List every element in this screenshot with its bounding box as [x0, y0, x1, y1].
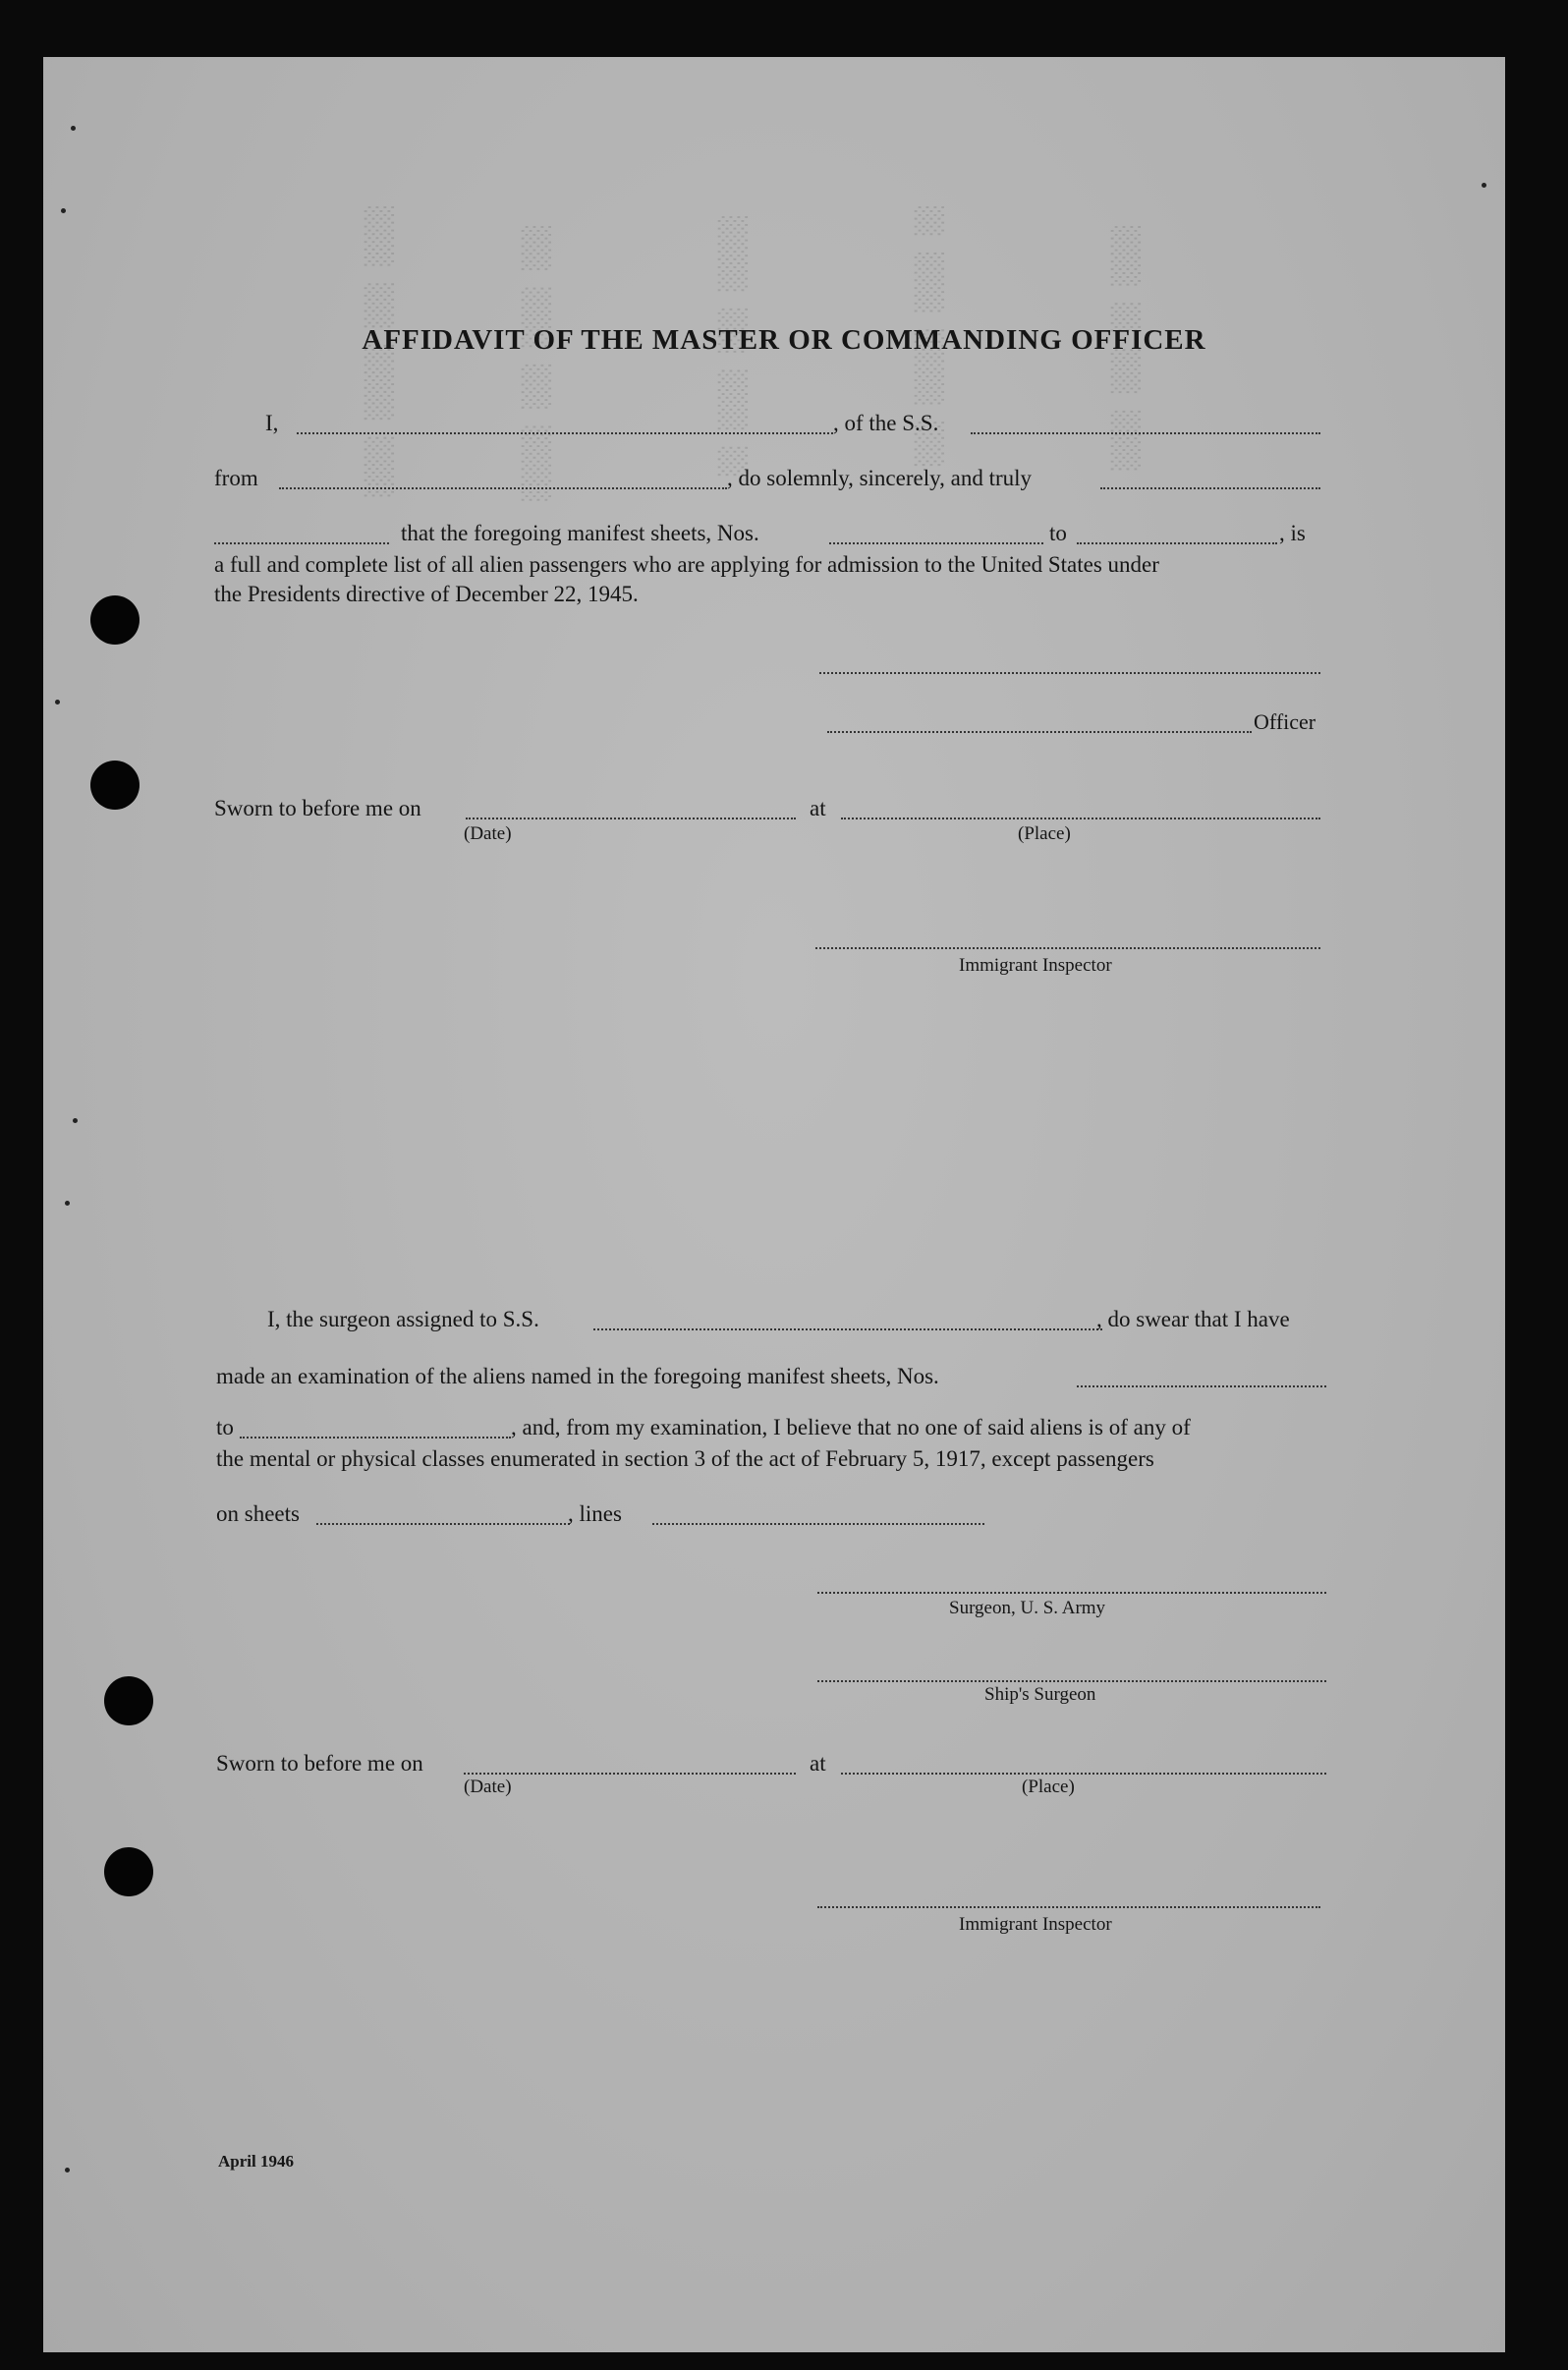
speck	[65, 1201, 70, 1206]
punch-hole	[90, 761, 140, 810]
master-inspector-signature-field[interactable]	[815, 947, 1320, 949]
surgeon-except-sheets-field[interactable]	[316, 1523, 570, 1525]
bleed-through-column: ░░░░░ ░░░ ░░░░ ░░	[717, 216, 747, 479]
surgeon-line3-mid: , and, from my examination, I believe that no one of said aliens is of any of	[511, 1415, 1191, 1439]
master-sheets-to-field[interactable]	[1077, 542, 1277, 544]
surgeon-line3-start: to	[216, 1415, 234, 1439]
punch-hole	[104, 1847, 153, 1896]
ship-surgeon-signature-field[interactable]	[817, 1680, 1326, 1682]
surgeon-line1-end: , do swear that I have	[1096, 1307, 1290, 1331]
bleed-through-column: ░░░ ░░░░ ░░░ ░░░░░	[521, 226, 550, 503]
master-oath-field[interactable]	[214, 542, 389, 544]
master-line4: a full and complete list of all alien passengers who are applying for admission to the United States under	[214, 552, 1159, 577]
surgeon-date-label: (Date)	[464, 1777, 512, 1797]
surgeon-ship-field[interactable]	[593, 1328, 1102, 1330]
master-sworn-place-field[interactable]	[841, 818, 1320, 819]
surgeon-inspector-label: Immigrant Inspector	[959, 1914, 1112, 1935]
speck	[65, 2168, 70, 2172]
master-date-label: (Date)	[464, 823, 512, 844]
master-line3-to: to	[1049, 521, 1067, 545]
surgeon-place-label: (Place)	[1022, 1777, 1075, 1797]
surgeon-line4: the mental or physical classes enumerated in section 3 of the act of February 5, 1917, except passengers	[216, 1446, 1154, 1471]
bleed-through-column: ░░ ░░░░ ░░░░░ ░░░	[914, 206, 943, 469]
surgeon-sworn-place-field[interactable]	[841, 1773, 1326, 1775]
master-line3-end: , is	[1279, 521, 1306, 545]
master-ship-field[interactable]	[971, 432, 1320, 434]
master-signature-field[interactable]	[819, 672, 1320, 674]
bleed-through-column: ░░░░ ░░░ ░░░░░ ░░░░	[364, 206, 393, 499]
speck	[1482, 183, 1486, 188]
surgeon-sworn-date-field[interactable]	[464, 1773, 796, 1775]
master-place-label: (Place)	[1018, 823, 1071, 844]
master-line2-start: from	[214, 466, 258, 490]
army-surgeon-label: Surgeon, U. S. Army	[949, 1598, 1106, 1618]
master-line2-mid: , do solemnly, sincerely, and truly	[727, 466, 1033, 490]
ship-surgeon-label: Ship's Surgeon	[984, 1684, 1096, 1705]
document-sheet	[43, 57, 1505, 2352]
surgeon-sheets-to-field[interactable]	[240, 1437, 511, 1439]
punch-hole	[90, 595, 140, 645]
surgeon-except-lines-field[interactable]	[652, 1523, 984, 1525]
officer-label: Officer	[1254, 709, 1316, 734]
master-name-field[interactable]	[297, 432, 833, 434]
master-inspector-label: Immigrant Inspector	[959, 955, 1112, 976]
speck	[73, 1118, 78, 1123]
speck	[55, 700, 60, 705]
surgeon-at: at	[810, 1751, 826, 1776]
speck	[61, 208, 66, 213]
surgeon-sworn: Sworn to before me on	[216, 1751, 423, 1776]
army-surgeon-signature-field[interactable]	[817, 1592, 1326, 1594]
surgeon-line2: made an examination of the aliens named in the foregoing manifest sheets, Nos.	[216, 1364, 939, 1388]
master-line1-start: I,	[265, 411, 279, 435]
master-sworn-date-field[interactable]	[466, 818, 796, 819]
master-at: at	[810, 796, 826, 820]
master-line3-mid: that the foregoing manifest sheets, Nos.	[401, 521, 759, 545]
surgeon-line5-mid: , lines	[568, 1501, 622, 1526]
master-truly-field[interactable]	[1100, 487, 1320, 489]
speck	[71, 126, 76, 131]
surgeon-sheets-from-field[interactable]	[1077, 1385, 1326, 1387]
master-line5: the Presidents directive of December 22, 1945.	[214, 582, 639, 606]
master-sworn: Sworn to before me on	[214, 796, 421, 820]
surgeon-line1-start: I, the surgeon assigned to S.S.	[267, 1307, 539, 1331]
affidavit-title: AFFIDAVIT OF THE MASTER OR COMMANDING OFFICER	[362, 324, 1206, 356]
officer-signature-field[interactable]	[827, 731, 1252, 733]
bleed-through-column: ░░░░ ░░ ░░░ ░░░░	[1110, 226, 1140, 473]
master-from-field[interactable]	[279, 487, 727, 489]
surgeon-inspector-signature-field[interactable]	[817, 1906, 1320, 1908]
surgeon-line5-start: on sheets	[216, 1501, 300, 1526]
form-date: April 1946	[218, 2152, 294, 2171]
master-sheets-from-field[interactable]	[829, 542, 1043, 544]
master-line1-mid: , of the S.S.	[833, 411, 939, 435]
punch-hole	[104, 1676, 153, 1725]
